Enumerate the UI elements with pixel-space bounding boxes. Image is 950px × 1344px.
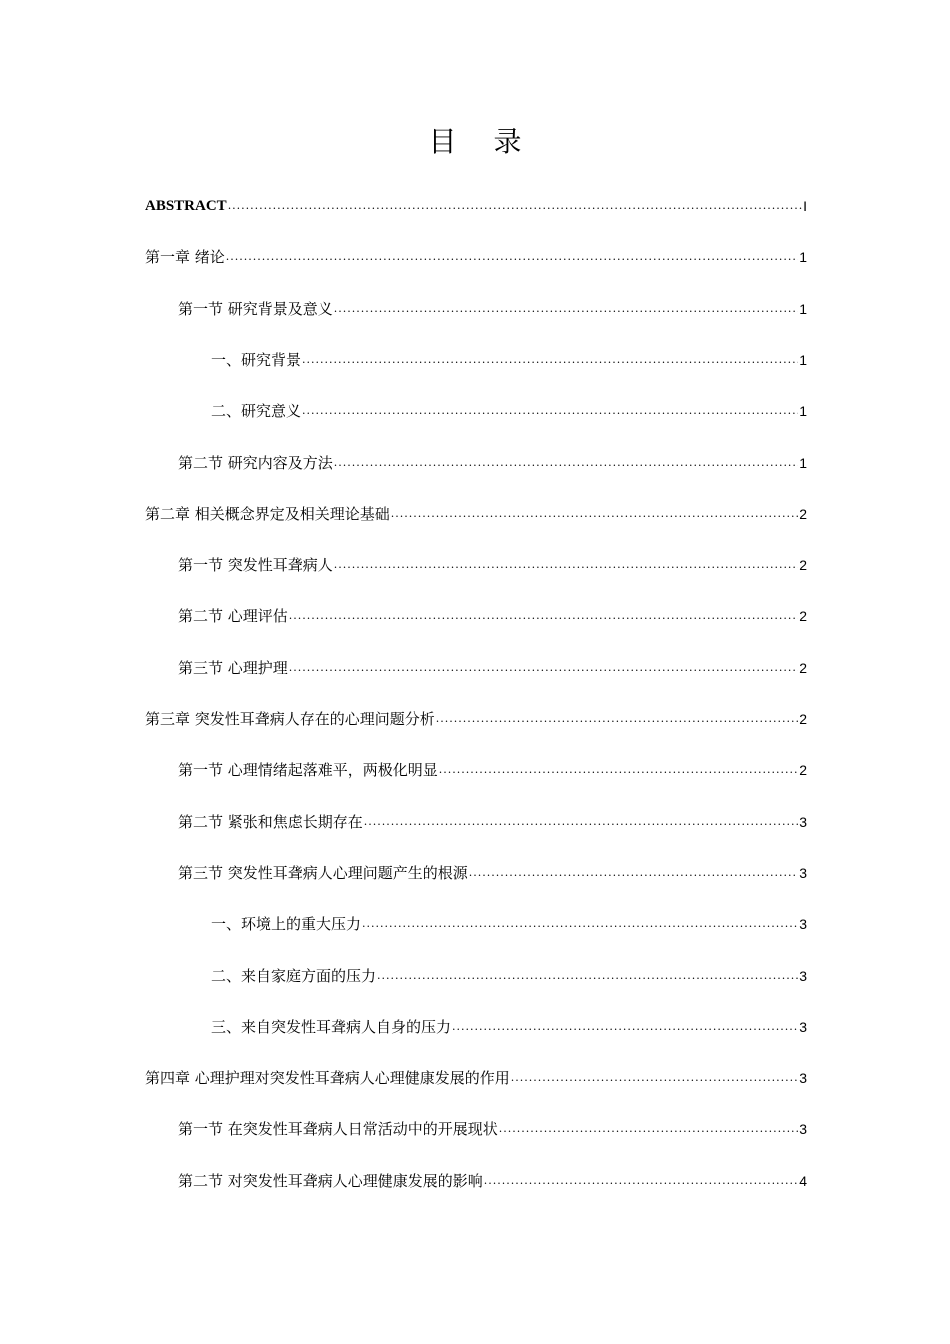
toc-dot-leader [289,660,798,676]
toc-entry-page-number: 2 [799,762,807,779]
toc-entry[interactable] [178,449,807,473]
toc-dot-leader [334,455,798,471]
toc-dot-leader [469,865,798,881]
toc-entry-label: 第三章 突发性耳聋病人存在的心理问题分析 [145,710,435,728]
toc-entry-page-number: 3 [799,1018,807,1035]
toc-entry[interactable] [211,962,807,986]
toc-dot-leader [439,762,798,778]
toc-dot-leader [362,916,798,932]
toc-entry[interactable] [211,346,807,370]
toc-dot-leader [484,1173,798,1189]
toc-entry[interactable] [178,551,807,575]
toc-entry[interactable] [211,397,807,421]
toc-dot-leader [334,557,798,573]
page-title: 目 录 [428,125,536,158]
toc-dot-leader [436,711,798,727]
toc-dot-leader [334,301,798,317]
toc-entry-page-number: 2 [799,608,807,625]
toc-entry[interactable] [178,1167,807,1191]
toc-entry-label: 第四章 心理护理对突发性耳聋病人心理健康发展的作用 [145,1069,510,1088]
toc-entry[interactable] [211,1013,807,1037]
toc-entry-label: 二、研究意义 [211,402,302,421]
toc-entry-page-number: 3 [799,967,807,984]
toc-entry-page-number: 2 [799,557,807,574]
toc-entry-label: 第二节 心理评估 [178,607,288,626]
toc-entry[interactable] [145,705,807,729]
toc-entry-label: ABSTRACT [145,198,227,214]
toc-entry-page-number: 3 [799,813,807,830]
toc-dot-leader [302,403,798,419]
toc-entry-page-number: 3 [799,1070,807,1087]
toc-entry-page-number: 2 [799,659,807,676]
toc-entry-page-number: 4 [799,1172,807,1189]
toc-entry[interactable] [178,295,807,319]
toc-entry-label: 第三节 突发性耳聋病人心理问题产生的根源 [178,863,468,882]
toc-entry-page-number: 1 [799,351,807,368]
toc-entry[interactable] [178,859,807,883]
toc-entry[interactable] [145,1064,807,1088]
toc-entry-label: 三、来自突发性耳聋病人自身的压力 [211,1017,452,1036]
toc-entry-page-number: 3 [799,864,807,881]
toc-entry-label: 第二节 紧张和焦虑长期存在 [178,812,363,831]
toc-entry-label: 二、来自家庭方面的压力 [211,966,377,985]
toc-entry-label: 第一章 绪论 [145,248,225,267]
toc-entry-label: 第一节 心理情绪起落难平，两极化明显 [178,761,438,780]
toc-entry-label: 第三节 心理护理 [178,658,288,677]
toc-dot-leader [364,814,798,830]
toc-entry[interactable] [178,654,807,678]
toc-dot-leader [499,1121,798,1137]
toc-entry-label: 一、研究背景 [211,350,302,369]
toc-entry-label: 第二节 研究内容及方法 [178,453,333,472]
toc-dot-leader [226,249,798,265]
toc-entry-label: 第二章 相关概念界定及相关理论基础 [145,504,390,523]
toc-dot-leader [228,198,802,214]
toc-entry[interactable] [178,756,807,780]
toc-entry-label: 第一节 突发性耳聋病人 [178,556,333,575]
toc-dot-leader [289,608,798,624]
toc-entry-page-number: 1 [799,403,807,420]
toc-entry-label: 第一节 研究背景及意义 [178,299,333,318]
toc-entry[interactable] [178,602,807,626]
toc-entry-page-number: 2 [799,711,807,727]
toc-dot-leader [302,352,798,368]
toc-entry[interactable] [145,500,807,524]
toc-entry[interactable] [178,808,807,832]
toc-entry-page-number: 1 [799,300,807,317]
toc-dot-leader [511,1070,798,1086]
toc-entry[interactable] [145,192,807,216]
toc-entry-label: 第二节 对突发性耳聋病人心理健康发展的影响 [178,1171,483,1190]
toc-entry-page-number: 1 [799,454,807,471]
toc-entry-page-number: I [803,198,807,214]
toc-entry-label: 一、环境上的重大压力 [211,915,362,934]
toc-entry[interactable] [178,1115,807,1139]
toc-dot-leader [452,1019,798,1035]
toc-entry[interactable] [211,910,807,934]
toc-dot-leader [391,506,798,522]
toc-entry-label: 第一节 在突发性耳聋病人日常活动中的开展现状 [178,1120,498,1139]
toc-dot-leader [377,968,798,984]
toc-entry-page-number: 1 [799,249,807,266]
toc-entry[interactable] [145,243,807,267]
toc-entry-page-number: 3 [799,916,807,933]
toc-entry-page-number: 3 [799,1121,807,1138]
toc-entry-page-number: 2 [799,505,807,522]
